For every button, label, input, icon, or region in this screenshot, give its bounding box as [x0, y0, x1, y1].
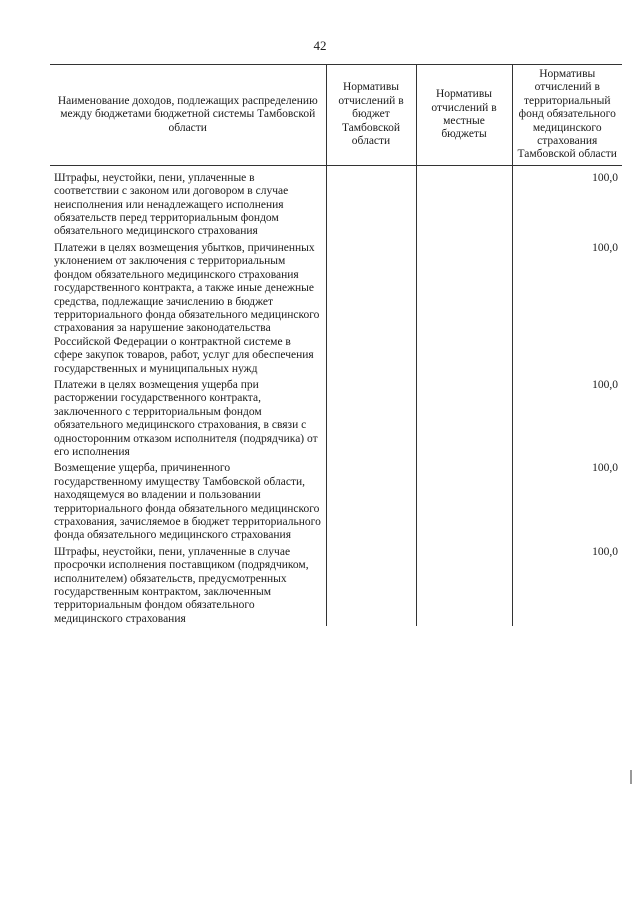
table-row — [50, 165, 622, 239]
row-local-value — [416, 543, 512, 626]
table-header — [50, 65, 622, 166]
row-regional-value — [326, 376, 416, 459]
row-fund-value: 100,0 — [512, 376, 622, 459]
row-fund-value: 100,0 — [512, 543, 622, 626]
row-regional-value — [326, 165, 416, 239]
header-fund-norm: Нормативы отчислений в территориальный фонд обязательного медицинского страхования Тамбовской области — [512, 65, 622, 166]
row-local-value — [416, 459, 512, 542]
header-regional-norm: Нормативы отчислений в бюджет Тамбовской области — [326, 65, 416, 166]
row-local-value — [416, 165, 512, 239]
row-fund-value: 100,0 — [512, 459, 622, 542]
header-local-norm: Нормативы отчислений в местные бюджеты — [416, 65, 512, 166]
scan-margin-mark — [630, 770, 632, 784]
header-revenue-name: Наименование доходов, подлежащих распределению между бюджетами бюджетной системы Тамбовской области — [50, 65, 326, 166]
row-local-value — [416, 376, 512, 459]
table-row — [50, 459, 622, 542]
revenue-distribution-table — [50, 64, 622, 626]
row-regional-value — [326, 543, 416, 626]
row-revenue-name: Штрафы, неустойки, пени, уплаченные в случае просрочки исполнения поставщиком (подрядчиком, исполнителем) обязательств, предусмотренных государственным контрактом, заключенным территориальным фондом обязательного медицинского страхования — [54, 545, 309, 625]
row-regional-value — [326, 239, 416, 376]
table-header-row — [50, 65, 622, 166]
table-row — [50, 543, 622, 626]
table-body — [50, 165, 622, 626]
row-revenue-name: Возмещение ущерба, причиненного государственному имуществу Тамбовской области, находящемуся во владении и пользовании территориального фонда обязательного медицинского страхования, зачисляемое в бюджет территориального фонда обязательного медицинского страхования — [54, 462, 321, 542]
row-revenue-name: Штрафы, неустойки, пени, уплаченные в соответствии с законом или договором в случае неисполнения или ненадлежащего исполнения обязательств перед территориальным фондом обязательного медицинского страхования — [54, 171, 289, 238]
row-revenue-name: Платежи в целях возмещения ущерба при расторжении государственного контракта, заключенного с территориальным фондом обязательного медицинского страхования, в связи с односторонним отказом исполнителя (подрядчика) от его исполнения — [54, 378, 318, 458]
table-row — [50, 239, 622, 376]
row-regional-value — [326, 459, 416, 542]
page-number: 42 — [313, 38, 327, 53]
table-row — [50, 376, 622, 459]
row-revenue-name: Платежи в целях возмещения убытков, причиненных уклонением от заключения с территориальным фондом обязательного медицинского страхования государственного контракта, а также иные денежные средства, подлежащие зачислению в бюджет территориального фонда обязательного медицинского страхования за нарушение законодательства Российской Федерации о контрактной системе в сфере закупок товаров, работ, услуг для обеспечения государственных и муниципальных нужд — [54, 241, 320, 375]
row-local-value — [416, 239, 512, 376]
row-fund-value: 100,0 — [512, 165, 622, 239]
row-fund-value: 100,0 — [512, 239, 622, 376]
